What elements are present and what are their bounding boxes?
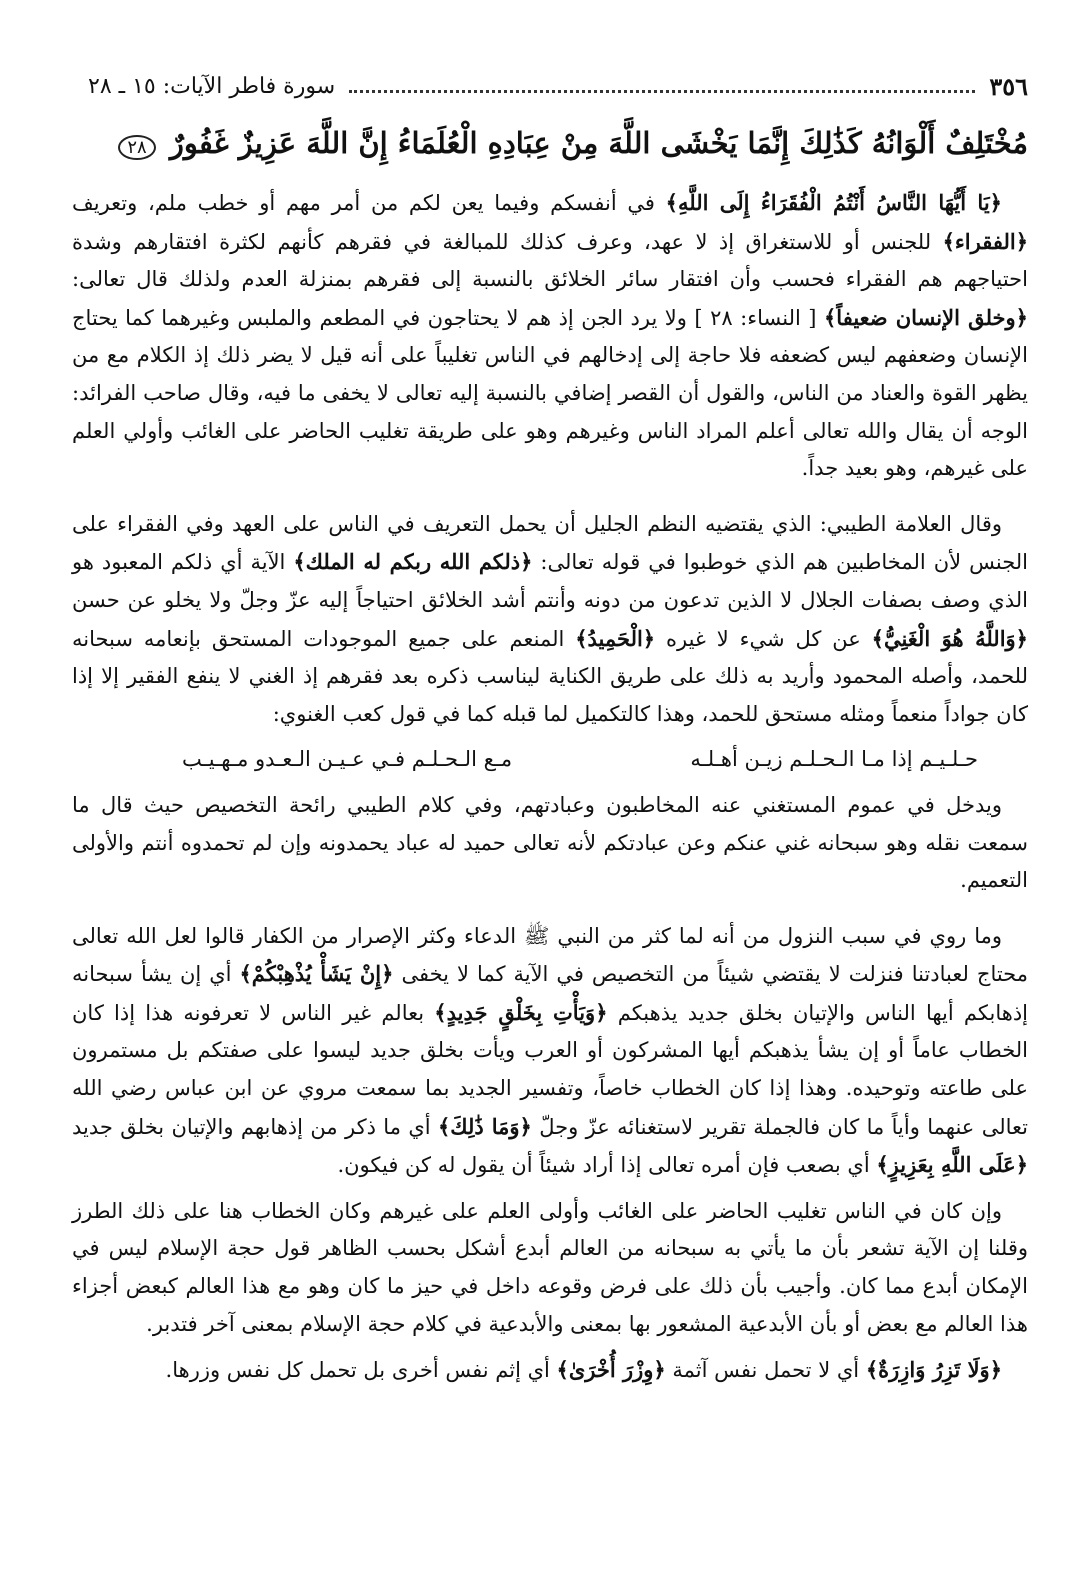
- text: في أنفسكم وفيما يعن لكم من أمر مهم أو خطب ملم، وتعريف: [72, 191, 666, 215]
- text: بعالم غير الناس لا تعرفونه هذا إذا كان الخطاب عاماً أو إن يشأ يذهبكم أيها المشركون أو العرب ويأت بخلق جديد ليسوا على صفتكم بل مستمرون على طاعته وتوحيده. وهذا إذا كان الخطاب خاصاً، وتفسير الجديد بما سمعت مروي عن ابن عباس رضي الله تعالى عنهما وأياً ما كان فالجملة تقرير لاستغنائه عزّ وجلّ: [72, 1000, 1028, 1139]
- poem-first-hemistich: حـلـيـم إذا مـا الـحـلـم زيـن أهـلـه: [690, 747, 978, 772]
- text: عن كل شيء لا غيره: [655, 626, 872, 651]
- text: الآية أي ذلكم المعبود هو الذي وصف بصفات الجلال لا الذين تدعون من دونه وأنتم أشد الخلائق احتياجاً إليه عزّ وجلّ ولا يخلو عن حسن: [72, 550, 1028, 612]
- text: أي إن يشأ سبحانه إذهابكم أيها الناس والإتيان بخلق جديد يذهبكم: [72, 962, 1029, 1025]
- text: [ النساء: ٢٨ ] ولا يرد الجن إذ هم لا يحتاجون في المطعم والملبس وغيرهما كما يحتاج الإنسان وضعفهم ليس كضعفه فلا حاجة إلى إدخالهم في الناس تغليباً على أنه قيل لا يضر ذلك إذ الكلام مع من يظهر القوة والعناد من الناس، والقول أن القصر إضافي بالنسبة إليه تعالى لا يخفى ما فيه، وقال صاحب الفرائد: الوجه أن يقال والله تعالى أعلم المراد الناس وغيرهم وهو على طريقة تغليب الحاضر على الغائب وأولي العلم على غيرهم، وهو بعيد جداً.: [72, 305, 1028, 481]
- surah-title: سورة فاطر الآيات: ١٥ ـ ٢٨: [88, 73, 336, 99]
- paragraph-5: [72, 1193, 1028, 1343]
- text: أي إثم نفس أخرى بل تحمل كل نفس وزرها.: [165, 1358, 557, 1383]
- verse-text: مُخْتَلِفٌ أَلْوَانُهُ كَذَٰلِكَ إِنَّمَا يَخْشَى اللَّهَ مِنْ عِبَادِهِ الْعُلَمَاءُ إِنَّ اللَّهَ عَزِيزٌ غَفُورٌ: [169, 126, 1028, 160]
- poem-second-hemistich: مـع الـحـلـم فـي عـيـن الـعـدو مـهـيـب: [182, 747, 513, 772]
- poem-verse: [72, 741, 1028, 779]
- quote: ﴿عَلَى اللَّهِ بِعَزِيزٍ﴾: [876, 1152, 1028, 1178]
- paragraph-2: [72, 506, 1028, 734]
- page-number: ٣٥٦: [989, 71, 1028, 101]
- verse-number-marker: ٢٨: [118, 135, 155, 160]
- quote: ﴿ذلكم الله ربكم له الملك﴾: [293, 549, 533, 575]
- paragraph-6: [72, 1351, 1028, 1390]
- running-header: [88, 66, 1028, 106]
- text: أي ما ذكر من إذهابهم والإتيان بخلق جديد: [72, 1114, 438, 1139]
- quote: ﴿الْحَمِيدُ﴾: [575, 625, 656, 651]
- text: المنعم على جميع الموجودات المستحق بإنعامه سبحانه للحمد، وأصله المحمود وأريد به ذلك على طريق الكناية ليناسب ذكره بعد فقرهم إذ الغني لا ينفع الفقير إلا إذا كان جواداً منعماً ومثله مستحق للحمد، وهذا كالتكميل لما قبله كما في قول كعب الغنوي:: [72, 626, 1028, 726]
- text: وما روي في سبب النزول من أنه لما كثر من النبي ﷺ الدعاء وكثر الإصرار من الكفار قالوا لعل الله تعالى محتاج لعبادتنا فنزلت لا يقتضي شيئاً من التخصيص في الآية كما لا يخفى: [72, 923, 1028, 987]
- quote: ﴿وَلَا تَزِرُ وَازِرَةٌ﴾: [865, 1357, 1002, 1383]
- dotted-leader: [349, 80, 975, 93]
- paragraph-4: [72, 918, 1028, 1185]
- text: للجنس أو للاستغراق إذ لا عهد، وعرف كذلك للمبالغة في فقرهم كأنهم لكثرة افتقارهم وشدة احتياجهم هم الفقراء فحسب وأن افتقار سائر الخلائق بالنسبة إلى فقرهم بمنزلة العدم ولذلك قال تعالى:: [72, 229, 1028, 292]
- text: أي بصعب فإن أمره تعالى إذا أراد شيئاً أن يقول له كن فيكون.: [337, 1153, 877, 1178]
- quote: ﴿إِنْ يَشَأْ يُذْهِبْكُمْ﴾: [239, 961, 394, 987]
- quote: ﴿يَا أَيُّهَا النَّاسُ أَنْتُمُ الْفُقَرَاءُ إِلَى اللَّهِ﴾: [665, 190, 1002, 215]
- quote: ﴿وخلق الإنسان ضعيفاً﴾: [824, 304, 1028, 330]
- paragraph-3: [72, 787, 1028, 900]
- quote: ﴿وَمَا ذَٰلِكَ﴾: [438, 1113, 532, 1139]
- quote: ﴿الفقراء﴾: [942, 228, 1028, 254]
- text: وقال العلامة الطيبي: الذي يقتضيه النظم الجليل أن يحمل التعريف في الناس على العهد وفي الفقراء على الجنس لأن المخاطبين هم الذي خوطبوا في قوله تعالى:: [72, 511, 1028, 575]
- quote: ﴿وَاللَّهُ هُوَ الْغَنِيُّ﴾: [871, 625, 1028, 651]
- text: ويدخل في عموم المستغني عنه المخاطبون وعبادتهم، وفي كلام الطيبي رائحة التخصيص حيث قال ما سمعت نقله وهو سبحانه غني عنكم وعن عبادتكم لأنه تعالى حميد له عباد يحمدونه وإن لم تحمدوه أنتم والأولى التعميم.: [72, 792, 1028, 893]
- paragraph-1: [72, 184, 1028, 488]
- quote: ﴿وِزْرَ أُخْرَىٰ﴾: [556, 1357, 666, 1383]
- quran-verse-line: [127, 126, 1028, 180]
- commentary-body: [72, 184, 1028, 1398]
- text: وإن كان في الناس تغليب الحاضر على الغائب وأولى العلم على غيرهم وكان الخطاب هنا على ذلك الطرز وقلنا إن الآية تشعر بأن ما يأتي به سبحانه من العالم أبدع أشكل بحسب الظاهر قول حجة الإسلام ليس في الإمكان أبدع مما كان. وأجيب بأن ذلك على فرض وقوعه داخل في حيز ما كان وهو مع هذا العالم كبعض أجزاء هذا العالم مع بعض أو بأن الأبدعية المشعور بها بمعنى والأبدعية في كلام حجة الإسلام بمعنى آخر فتدبر.: [72, 1198, 1028, 1336]
- quote: ﴿وَيَأْتِ بِخَلْقٍ جَدِيدٍ﴾: [434, 999, 608, 1025]
- text: أي لا تحمل نفس آثمة: [665, 1358, 866, 1383]
